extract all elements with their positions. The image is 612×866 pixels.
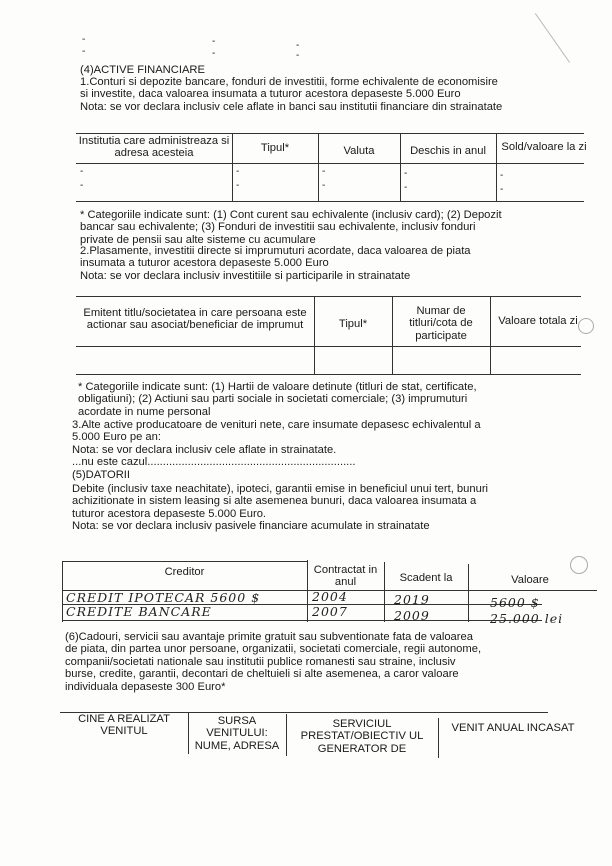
punch-hole bbox=[578, 318, 594, 334]
col-header-value: Valoare bbox=[511, 574, 549, 586]
col-header-issuer: Emitent titlu/societatea in care persoana este actionar sau asociat/beneficiar de imprumut bbox=[83, 307, 307, 332]
creditor-cell: CREDITE BANCARE bbox=[66, 604, 212, 619]
section-4-paragraph-2: 2.Plasamente, investitii directe si imprumuturi acordate, daca valoarea de piata insumata a tuturor acestora depaseste 5.000 Euro Nota: se vor declara inclusiv investitiile si participarile in strainatate bbox=[80, 245, 471, 282]
section-6-paragraph: (6)Cadouri, servicii sau avantaje primite gratuit sau subventionate fata de valoarea de piata, din partea unor persoane, organizatii, societati comerciale, regii autonome, companii/societati nationale sau institutii publice romanesti sau straine, inclusiv burse, credite, garantii, decontari de cheltuieli si alte asemenea, a caror valoare individuala depaseste 300 Euro* bbox=[65, 631, 482, 693]
col-header-who: CINE A REALIZAT VENITUL bbox=[78, 713, 170, 738]
col-header-institution: Institutia care administreaza si adresa acesteia bbox=[78, 135, 230, 160]
col-header-service: SERVICIUL PRESTAT/OBIECTIV UL GENERATOR DE bbox=[300, 718, 424, 755]
col-header-type: Tipul* bbox=[338, 318, 368, 330]
section-4-paragraph-3: 3.Alte active producatoare de venituri nete, care insumate depasesc echivalentul a 5.000 Euro pe an: Nota: se vor declara inclusiv cele aflate in strainatate. ...nu este cazul................................................................... bbox=[72, 419, 481, 469]
dash: - bbox=[212, 36, 216, 47]
col-header-opened-year: Deschis in anul bbox=[410, 145, 486, 157]
col-header-creditor: Creditor bbox=[164, 566, 205, 578]
dash: - bbox=[82, 34, 86, 45]
scan-mark bbox=[535, 13, 570, 63]
col-header-source: SURSA VENITULUI: NUME, ADRESA bbox=[194, 715, 280, 752]
contract-year-cell: 2004 bbox=[312, 589, 348, 604]
col-header-balance: Sold/valoare la zi bbox=[501, 141, 587, 153]
col-header-contract-year: Contractat in anul bbox=[313, 564, 378, 589]
col-header-annual-income: VENIT ANUAL INCASAT bbox=[451, 722, 575, 734]
creditor-cell: CREDIT IPOTECAR 5600 $ bbox=[66, 590, 261, 605]
col-header-type: Tipul* bbox=[260, 142, 290, 154]
section-5-paragraph: Debite (inclusiv taxe neachitate), ipoteci, garantii emise in beneficiul unui tert, bunuri achizitionate in sistem leasing si alte asemenea bunuri, daca valoarea insumata a tuturor acestora depaseste 5.000 Euro. Nota: se vor declara inclusiv pasivele financiare acumulate in strainatate bbox=[72, 483, 489, 533]
col-header-total-value: Valoare totala zi bbox=[498, 315, 578, 327]
section-4-paragraph-1: 1.Conturi si depozite bancare, fonduri de investitii, forme echivalente de economisire si investite, daca valoarea insumata a tuturor acestora depaseste 5.000 Euro Nota: se vor declara inclusiv cele aflate in banci sau institutii financiare din strainatate bbox=[80, 76, 503, 113]
dash: - bbox=[296, 40, 300, 51]
contract-year-cell: 2007 bbox=[312, 604, 348, 619]
value-cell: 25.000 lei bbox=[490, 611, 564, 626]
section-4-heading: (4)ACTIVE FINANCIARE bbox=[80, 64, 205, 76]
col-header-currency: Valuta bbox=[343, 145, 375, 157]
note-categories-1: * Categoriile indicate sunt: (1) Cont curent sau echivalente (inclusiv card); (2) Depozit bancar sau echivalente; (3) Fonduri de investitii sau echivalente, inclusiv fonduri private de pensii sau alte sisteme cu acumulare bbox=[80, 209, 502, 246]
due-year-cell: 2009 bbox=[394, 608, 430, 623]
punch-hole bbox=[570, 556, 588, 574]
col-header-shares: Numar de titluri/cota de participate bbox=[409, 305, 473, 342]
col-header-due: Scadent la bbox=[399, 572, 453, 584]
section-5-heading: (5)DATORII bbox=[72, 469, 131, 481]
value-cell: 5600 $ bbox=[490, 595, 540, 610]
dash: - bbox=[82, 46, 86, 57]
dash: - bbox=[212, 48, 216, 59]
due-year-cell: 2019 bbox=[394, 592, 430, 607]
note-categories-2: * Categoriile indicate sunt: (1) Hartii de valoare detinute (titluri de stat, certificate, obligatiuni); (2) Actiuni sau parti sociale in societati comerciale; (3) imprumuturi acordate in nume personal bbox=[78, 381, 477, 418]
dash: - bbox=[296, 50, 300, 61]
